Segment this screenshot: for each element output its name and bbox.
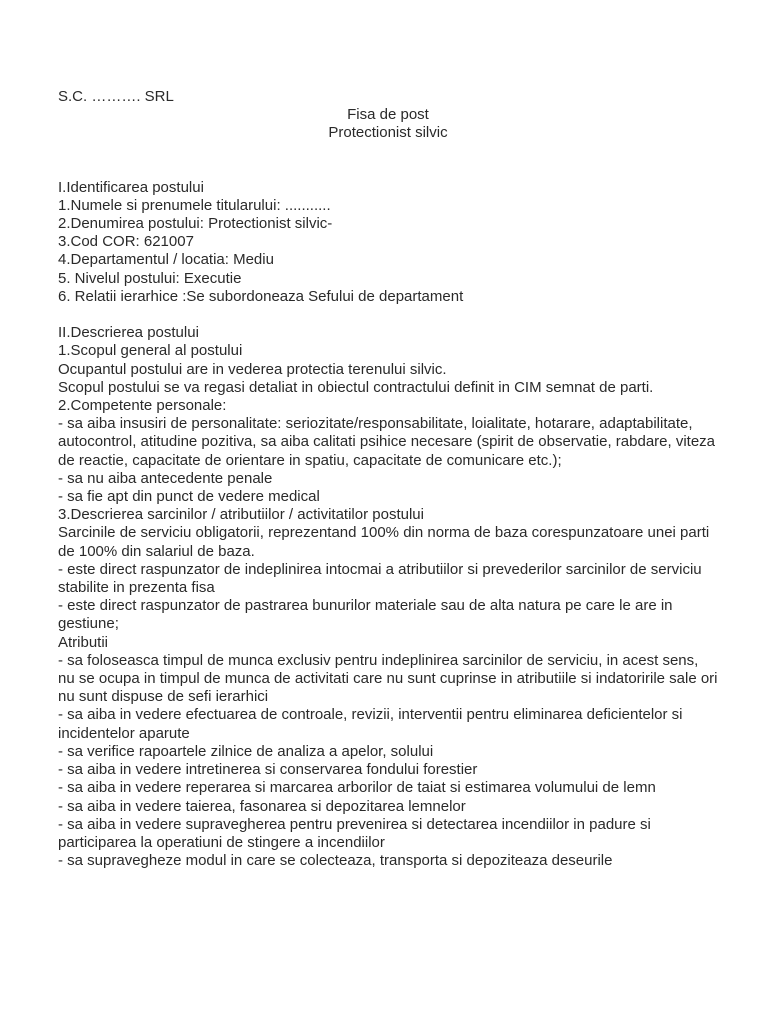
paragraph-line: 3.Cod COR: 621007 <box>58 233 194 251</box>
job-description-document <box>58 88 718 870</box>
company-name: S.C. ………. SRL <box>58 88 174 105</box>
section-heading: II.Descrierea postului <box>58 324 199 342</box>
paragraph-line: 2.Denumirea postului: Protectionist silvic- <box>58 215 333 233</box>
document-subtitle: Protectionist silvic <box>328 124 448 142</box>
paragraph-line: - sa aiba in vedere efectuarea de controale, revizii, interventii pentru eliminarea deficientelor si incidentelor aparute <box>58 706 683 742</box>
paragraph-line: - sa fie apt din punct de vedere medical <box>58 488 320 506</box>
section-identification <box>58 179 718 306</box>
paragraph-line: - sa verifice rapoartele zilnice de analiza a apelor, solului <box>58 742 434 760</box>
paragraph-line: 5. Nivelul postului: Executie <box>58 269 242 287</box>
paragraph-line: - sa aiba in vedere intretinerea si conservarea fondului forestier <box>58 761 478 779</box>
paragraph-line: - sa aiba in vedere taierea, fasonarea si depozitarea lemnelor <box>58 797 466 815</box>
paragraph-line: - sa nu aiba antecedente penale <box>58 469 273 487</box>
paragraph-line: - sa foloseasca timpul de munca exclusiv pentru indeplinirea sarcinilor de serviciu, in acest sens, nu se ocupa in timpul de munca de activitati care nu sunt cuprinse in atributiile si indatoririle sale ori nu sunt dispuse de sefi ierarhici <box>58 651 718 706</box>
section-description <box>58 324 718 870</box>
paragraph-line: 1.Scopul general al postului <box>58 342 243 360</box>
paragraph-line: 3.Descrierea sarcinilor / atributiilor / activitatilor postului <box>58 506 424 524</box>
paragraph-line: - sa aiba in vedere supravegherea pentru prevenirea si detectarea incendiilor in padure si participarea la operatiuni de stingere a incendiilor <box>58 815 651 851</box>
document-title: Fisa de post <box>347 106 429 124</box>
paragraph-line: 6. Relatii ierarhice :Se subordoneaza Sefului de departament <box>58 287 464 305</box>
paragraph-line: Ocupantul postului are in vederea protectia terenului silvic. <box>58 360 447 378</box>
paragraph-line: Atributii <box>58 633 109 651</box>
spacer <box>58 143 718 179</box>
paragraph-line: - sa supravegheze modul in care se colecteaza, transporta si depoziteaza deseurile <box>58 852 613 870</box>
paragraph-line: Scopul postului se va regasi detaliat in obiectul contractului definit in CIM semnat de parti. <box>58 378 654 396</box>
spacer <box>58 306 718 324</box>
paragraph-line: - este direct raspunzator de indeplinirea intocmai a atributiilor si prevederilor sarcinilor de serviciu stabilite in prezenta fisa <box>58 560 702 597</box>
paragraph-line: Sarcinile de serviciu obligatorii, reprezentand 100% din norma de baza corespunzatoare unei parti de 100% din salariul de baza. <box>58 524 710 560</box>
paragraph-line: 1.Numele si prenumele titularului: ........... <box>58 196 331 214</box>
paragraph-line: - este direct raspunzator de pastrarea bunurilor materiale sau de alta natura pe care le are in gestiune; <box>58 597 673 633</box>
paragraph-line: - sa aiba insusiri de personalitate: seriozitate/responsabilitate, loialitate, hotarare, adaptabilitate, autocontrol, atitudine pozitiva, sa aiba calitati psihice necesare (spirit de observatie, rabdare, viteza de reactie, capacitate de orientare in spatiu, capacitate de comunicare etc.); <box>58 415 716 469</box>
section-heading: I.Identificarea postului <box>58 178 204 196</box>
paragraph-line: 2.Competente personale: <box>58 397 227 415</box>
paragraph-line: - sa aiba in vedere reperarea si marcarea arborilor de taiat si estimarea volumului de lemn <box>58 779 656 797</box>
paragraph-line: 4.Departamentul / locatia: Mediu <box>58 251 274 269</box>
